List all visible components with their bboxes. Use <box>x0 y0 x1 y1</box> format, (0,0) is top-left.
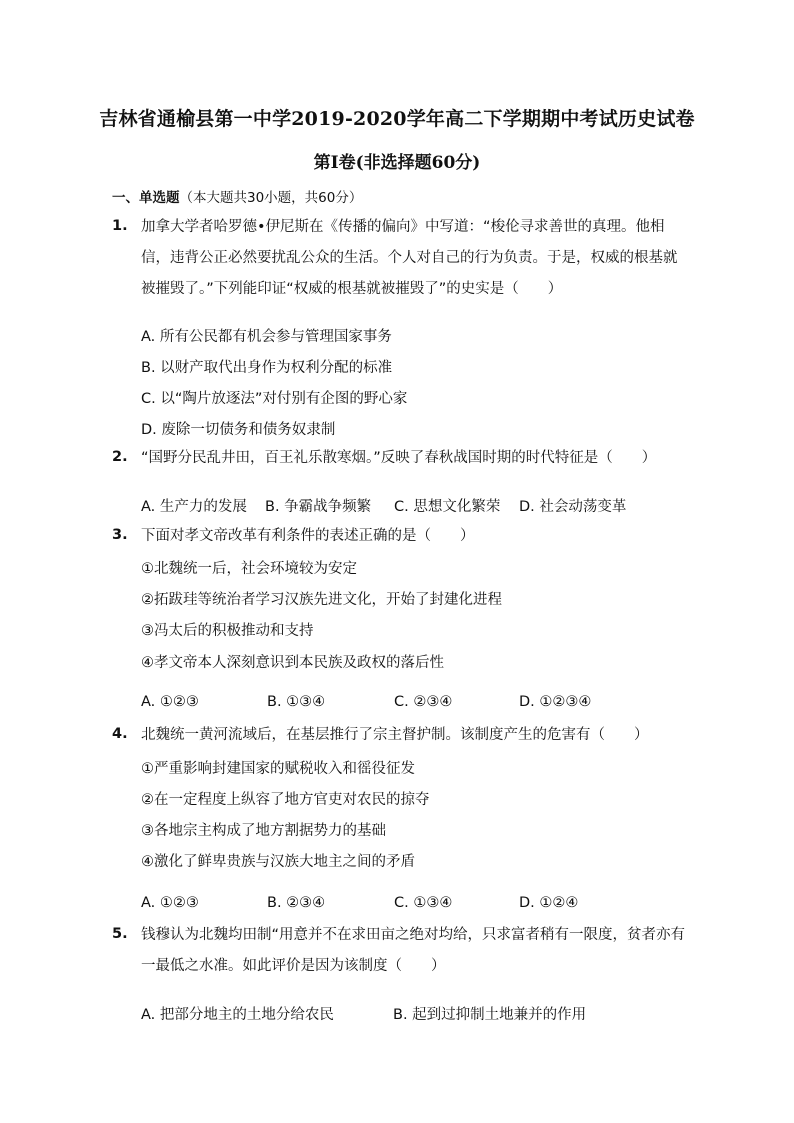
question-5 <box>112 920 687 982</box>
question-stem: 下面对孝文帝改革有利条件的表述正确的是（ ） <box>141 528 475 544</box>
part-title: 第I卷(非选择题60分) <box>313 153 481 173</box>
option-d: D. 社会动荡变革 <box>519 499 627 515</box>
exam-title: 吉林省通榆县第一中学2019-2020学年高二下学期期中考试历史试卷 <box>99 108 695 130</box>
question-number: 3. <box>112 527 128 543</box>
section-hint: （本大题共30小题，共60分） <box>179 190 363 206</box>
option-a: A. ①②③ <box>141 895 199 911</box>
question-4 <box>112 720 687 751</box>
statement-item: ④孝文帝本人深刻意识到本民族及政权的落后性 <box>141 655 444 671</box>
question-number: 2. <box>112 449 128 465</box>
statement-item: ④激化了鲜卑贵族与汉族大地主之间的矛盾 <box>141 854 415 870</box>
question-stem: 北魏统一黄河流域后，在基层推行了宗主督护制。该制度产生的危害有（ ） <box>141 727 649 743</box>
question-number: 1. <box>112 218 128 234</box>
option-c: C. 思想文化繁荣 <box>394 499 501 515</box>
section-heading <box>112 186 362 206</box>
question-2 <box>112 443 687 474</box>
option-b: B. 争霸战争频繁 <box>265 499 372 515</box>
option-b: B. 以财产取代出身作为权利分配的标准 <box>141 360 393 376</box>
statement-item: ②拓跋珪等统治者学习汉族先进文化，开始了封建化进程 <box>141 592 502 608</box>
statement-item: ①北魏统一后，社会环境较为安定 <box>141 561 357 577</box>
statement-item: ③各地宗主构成了地方割据势力的基础 <box>141 823 386 839</box>
question-1 <box>112 212 687 305</box>
option-c: C. ②③④ <box>394 694 453 710</box>
question-number: 5. <box>112 926 128 942</box>
option-b: B. ②③④ <box>267 895 326 911</box>
option-b: B. ①③④ <box>267 694 326 710</box>
option-c: C. ①③④ <box>394 895 453 911</box>
option-d: D. ①②③④ <box>519 694 592 710</box>
question-3 <box>112 521 687 552</box>
option-b: B. 起到过抑制土地兼并的作用 <box>393 1007 587 1023</box>
option-d: D. ①②④ <box>519 895 579 911</box>
statement-item: ①严重影响封建国家的赋税收入和徭役征发 <box>141 761 415 777</box>
statement-item: ②在一定程度上纵容了地方官吏对农民的掠夺 <box>141 792 430 808</box>
question-number: 4. <box>112 726 128 742</box>
option-a: A. 所有公民都有机会参与管理国家事务 <box>141 329 392 345</box>
section-label: 一、单选题 <box>112 190 180 206</box>
statement-item: ③冯太后的积极推动和支持 <box>141 623 314 639</box>
option-c: C. 以“陶片放逐法”对付别有企图的野心家 <box>141 391 408 407</box>
option-a: A. ①②③ <box>141 694 199 710</box>
option-a: A. 把部分地主的土地分给农民 <box>141 1007 334 1023</box>
question-stem: 钱穆认为北魏均田制“用意并不在求田亩之绝对均给，只求富者稍有一限度，贫者亦有一最低之水准。如此评价是因为该制度（ ） <box>141 927 686 974</box>
question-stem: 加拿大学者哈罗德•伊尼斯在《传播的偏向》中写道：“梭伦寻求善世的真理。他相信，违背公正必然要扰乱公众的生活。个人对自己的行为负责。于是，权威的根基就被摧毁了。”下列能印证“权威的根基就被摧毁了”的史实是（ ） <box>141 219 678 297</box>
option-d: D. 废除一切债务和债务奴隶制 <box>141 422 336 438</box>
question-stem: “国野分民乱井田，百王礼乐散寒烟。”反映了春秋战国时期的时代特征是（ ） <box>141 450 657 466</box>
option-a: A. 生产力的发展 <box>141 499 247 515</box>
